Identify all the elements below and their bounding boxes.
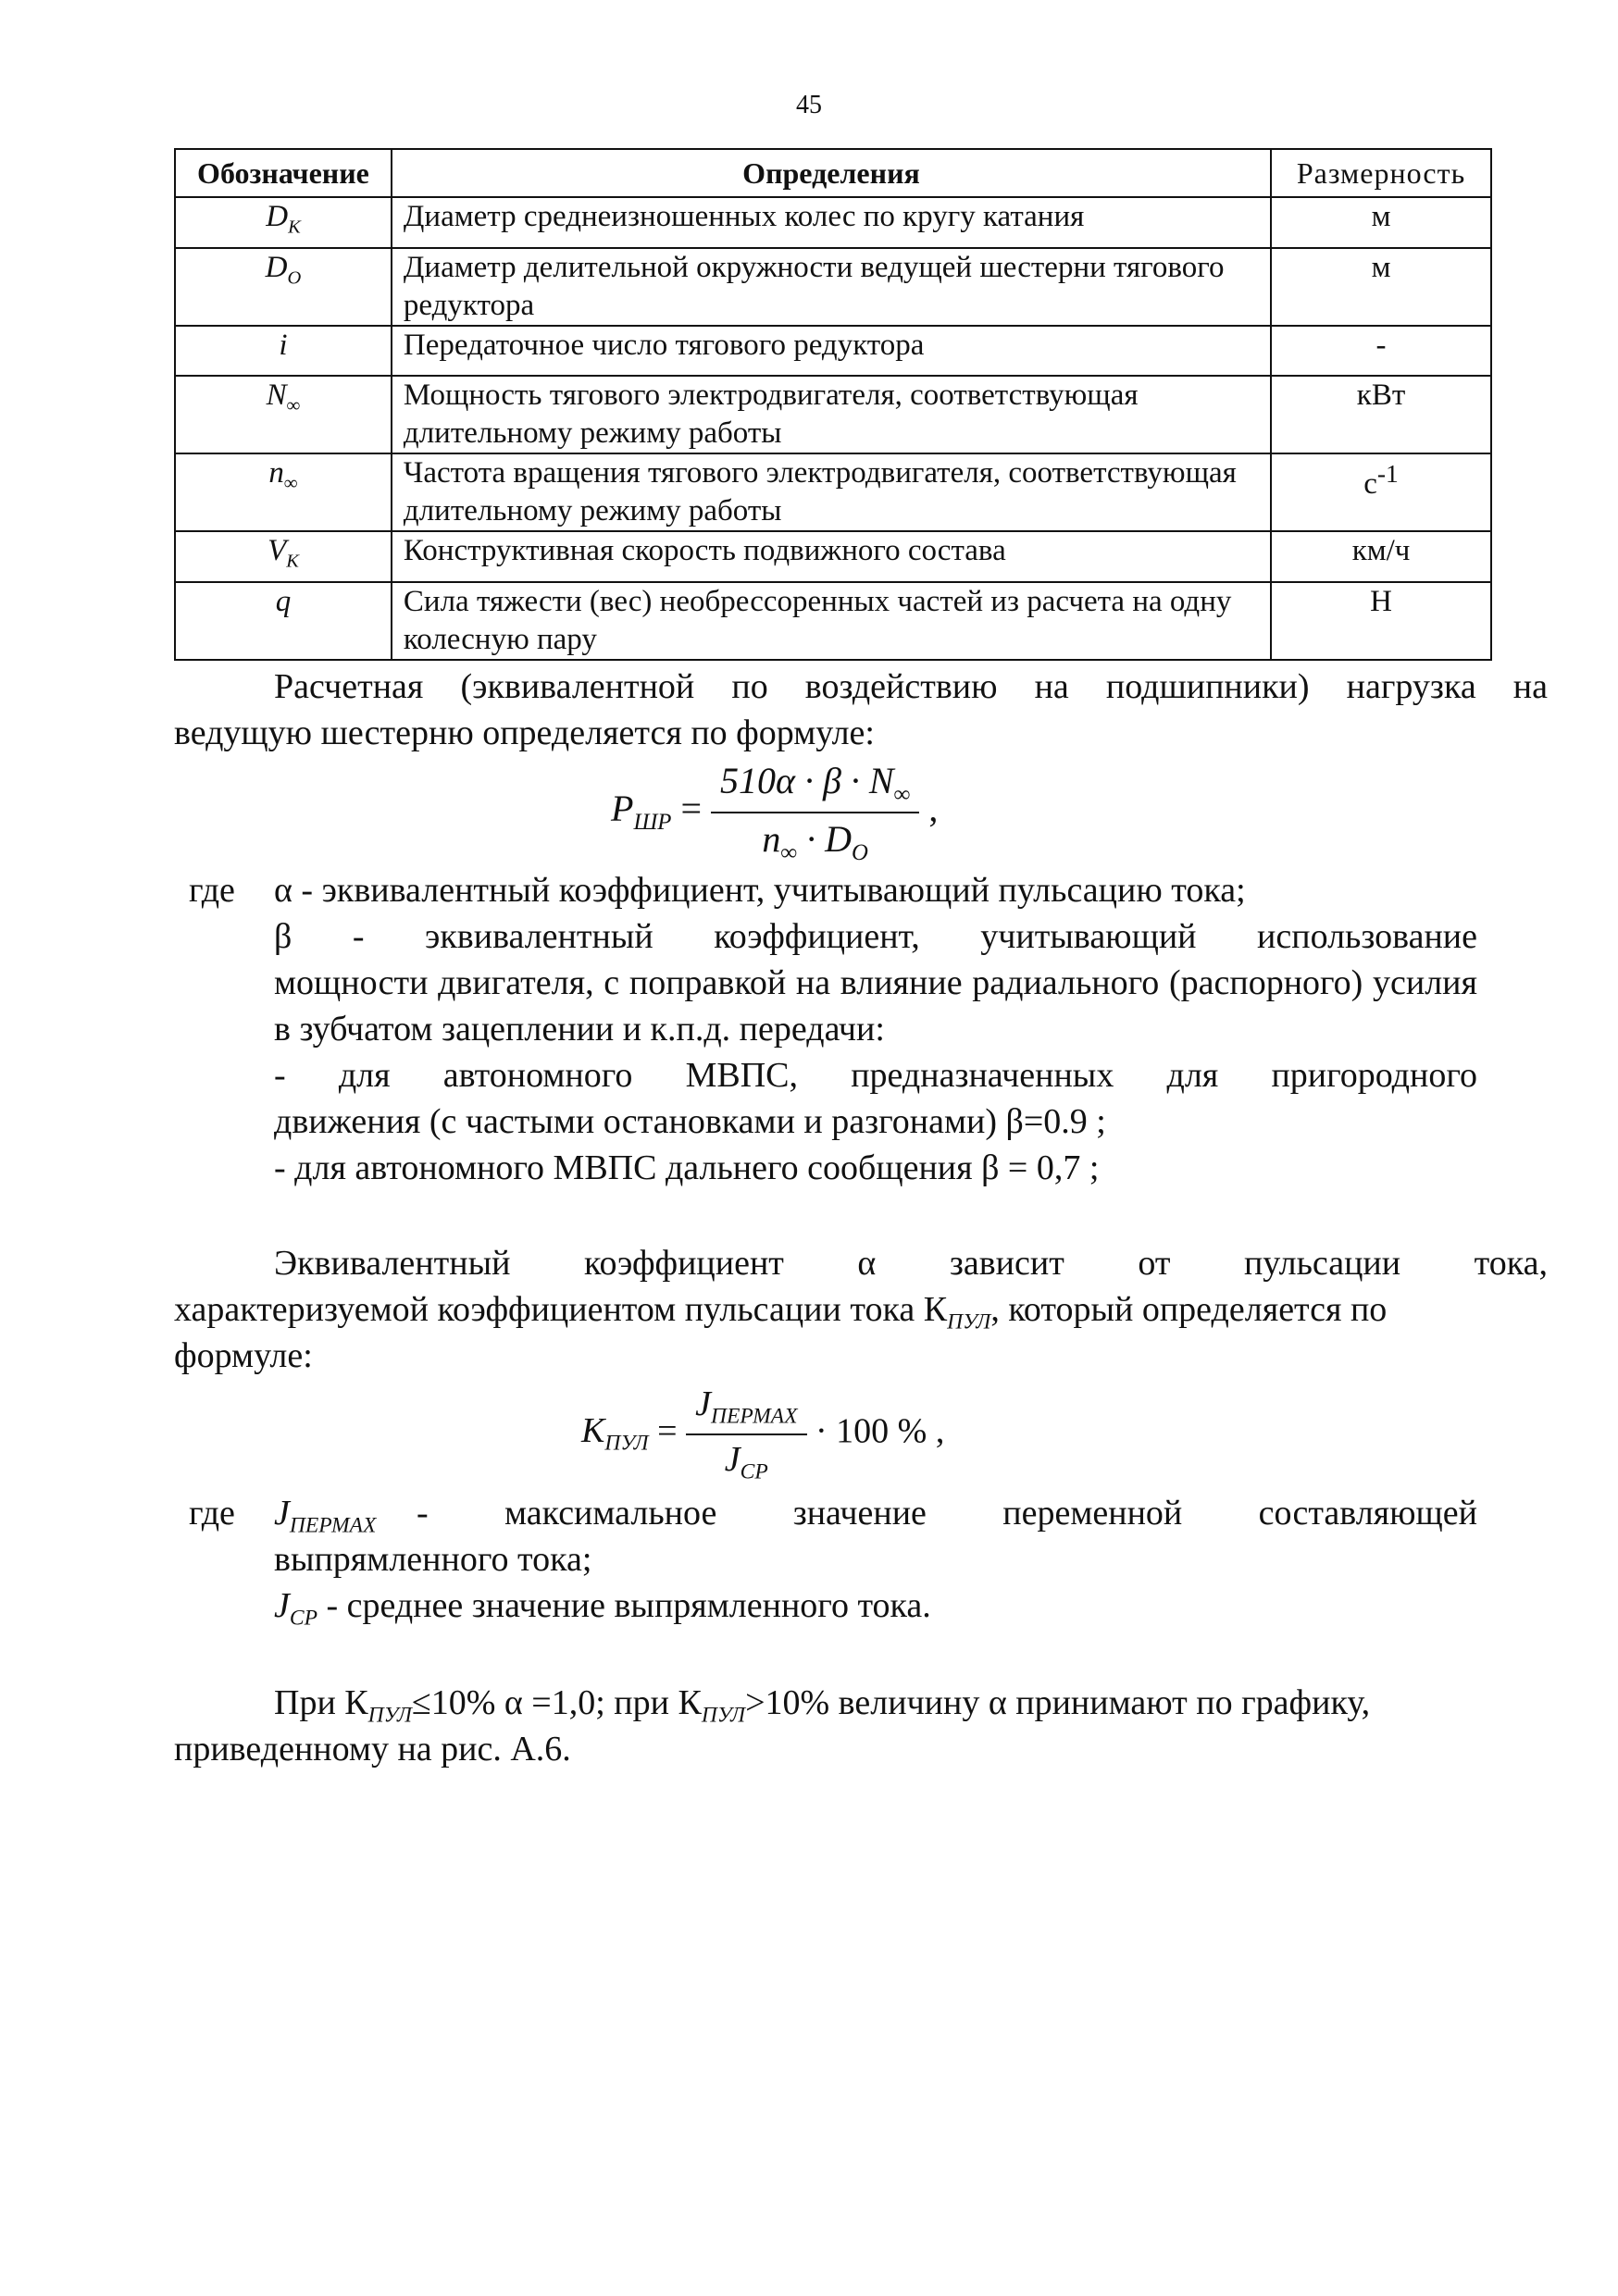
- formula-ripple-coefficient: $K_{ПУЛ}$ = $\frac{J_{ПЕРМАХ}}{J_{CP}}$ · 100 % ,: [581, 1384, 945, 1484]
- paragraph-3-line-2: приведенному на рис. А.6.: [174, 1730, 571, 1769]
- table-row: [175, 582, 1491, 660]
- row-unit: м: [1271, 197, 1491, 248]
- row-definition: Мощность тягового электродвигателя, соответствующая длительному режиму работы: [392, 376, 1271, 453]
- paragraph-2-line-3: формуле:: [174, 1336, 313, 1375]
- paragraph-3-line-1: При $К_{ПУЛ}\le 10\%$ α =1,0; при $К_{ПУЛ}>10\%$ величину α принимают по графику,: [274, 1683, 1371, 1728]
- row-unit: Н: [1271, 582, 1491, 660]
- row-definition: Сила тяжести (вес) необрессоренных частей из расчета на одну колесную пару: [392, 582, 1271, 660]
- paragraph-2-line-2: характеризуемой коэффициентом пульсации тока $К_{ПУЛ}$, который определяется по: [174, 1290, 1388, 1334]
- table-row: [175, 531, 1491, 582]
- formula-lhs: $P_{ШР}$: [611, 788, 672, 836]
- row-symbol: q: [175, 582, 392, 660]
- row-definition: Диаметр делительной окружности ведущей шестерни тягового редуктора: [392, 248, 1271, 326]
- row-symbol: $N_\infty$: [175, 376, 392, 453]
- formula-bearing-load: $P_{ШР}$ = $\frac{510\alpha \cdot \beta \cdot N_\infty}{n_\infty \cdot D_O}$ ,: [611, 760, 939, 865]
- page-number: 45: [796, 91, 822, 119]
- jperm-definition-line-1: - максимальное значение переменной составляющей: [417, 1494, 1477, 1533]
- row-unit: м: [1271, 248, 1491, 326]
- jperm-definition-line-2: выпрямленного тока;: [274, 1540, 592, 1579]
- beta-definition-rest: мощности двигателя, с поправкой на влияние радиального (распорного) усилия в зубчатом зацеплении и к.п.д. передачи:: [274, 963, 1477, 1049]
- row-unit: км/ч: [1271, 531, 1491, 582]
- row-definition: Частота вращения тягового электродвигателя, соответствующая длительному режиму работы: [392, 453, 1271, 531]
- row-symbol: i: [175, 326, 392, 377]
- table-row: [175, 453, 1491, 531]
- where-label-1: где: [189, 871, 235, 910]
- alpha-definition: α - эквивалентный коэффициент, учитывающий пульсацию тока;: [274, 871, 1246, 910]
- row-unit: кВт: [1271, 376, 1491, 453]
- header-unit: Размерность: [1271, 149, 1491, 197]
- jperm-symbol: $J_{ПЕРМАХ}$: [274, 1494, 377, 1538]
- row-symbol: $n_\infty$: [175, 453, 392, 531]
- paragraph-2-line-1: Эквивалентный коэффициент α зависит от пульсации тока,: [274, 1244, 1548, 1283]
- row-definition: Передаточное число тягового редуктора: [392, 326, 1271, 377]
- paragraph-1-line-1: Расчетная (эквивалентной по воздействию на подшипники) нагрузка на: [274, 667, 1548, 706]
- table-row: [175, 376, 1491, 453]
- where-label-2: где: [189, 1494, 235, 1533]
- row-symbol: $D_О$: [175, 248, 392, 326]
- table-row: [175, 326, 1491, 377]
- bullet-suburban-line-1: - для автономного МВПС, предназначенных для пригородного: [274, 1056, 1477, 1095]
- formula-fraction: $\frac{510\alpha \cdot \beta \cdot N_\infty}{n_\infty \cdot D_O}$: [711, 759, 919, 866]
- row-symbol: $D_К$: [175, 197, 392, 248]
- row-definition: Конструктивная скорость подвижного состава: [392, 531, 1271, 582]
- beta-definition-line-1: β - эквивалентный коэффициент, учитывающий использование: [274, 917, 1477, 956]
- header-definition: Определения: [392, 149, 1271, 197]
- header-symbol: Обозначение: [175, 149, 392, 197]
- row-unit: $с^{-1}$: [1271, 453, 1491, 531]
- definitions-table: [174, 148, 1492, 661]
- jcp-definition: $J_{CP}$ - среднее значение выпрямленного тока.: [274, 1586, 931, 1631]
- bullet-long-distance: - для автономного МВПС дальнего сообщения β = 0,7 ;: [274, 1148, 1100, 1187]
- row-definition: Диаметр среднеизношенных колес по кругу катания: [392, 197, 1271, 248]
- formula-fraction: $\frac{J_{ПЕРМАХ}}{J_{CP}}$: [686, 1384, 806, 1484]
- paragraph-1-line-2: ведущую шестерню определяется по формуле:: [174, 714, 875, 752]
- table-row: [175, 248, 1491, 326]
- row-symbol: $V_К$: [175, 531, 392, 582]
- formula-lhs: $K_{ПУЛ}$: [581, 1411, 649, 1456]
- bullet-suburban-line-2: движения (с частыми остановками и разгонами) β=0.9 ;: [274, 1102, 1106, 1141]
- table-header-row: [175, 149, 1491, 197]
- table-row: [175, 197, 1491, 248]
- row-unit: -: [1271, 326, 1491, 377]
